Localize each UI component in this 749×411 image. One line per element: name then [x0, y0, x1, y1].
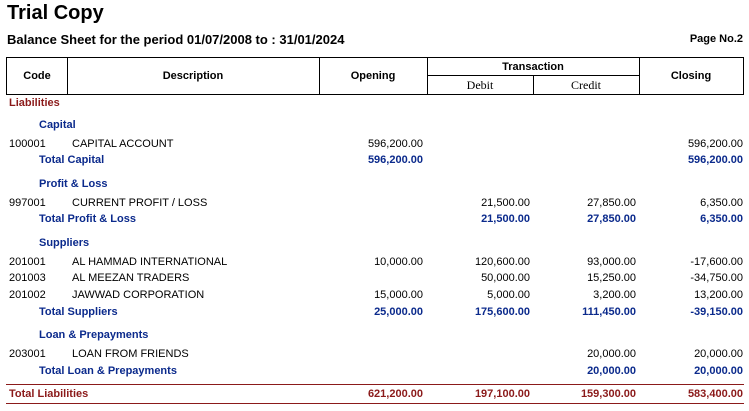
row-desc: LOAN FROM FRIENDS — [72, 348, 189, 360]
table-row — [0, 287, 749, 303]
section-label: Liabilities — [9, 97, 60, 109]
total-label: Total Suppliers — [39, 306, 118, 318]
table-row — [0, 195, 749, 211]
row-credit: 15,250.00 — [587, 272, 636, 284]
table-row — [0, 270, 749, 286]
page-number: Page No.2 — [689, 33, 743, 45]
row-credit: 20,000.00 — [587, 348, 636, 360]
total-opening: 25,000.00 — [374, 306, 423, 318]
row-closing: -17,600.00 — [690, 256, 743, 268]
row-desc: JAWWAD CORPORATION — [72, 289, 205, 301]
row-desc: AL HAMMAD INTERNATIONAL — [72, 256, 228, 268]
row-credit: 93,000.00 — [587, 256, 636, 268]
group-name: Suppliers — [39, 237, 90, 249]
group-name: Loan & Prepayments — [39, 329, 149, 341]
row-code: 100001 — [9, 138, 46, 150]
grand-total-closing: 583,400.00 — [687, 388, 743, 400]
grand-total-row — [0, 386, 749, 402]
group-heading — [0, 117, 749, 133]
row-code: 203001 — [9, 348, 46, 360]
total-credit: 111,450.00 — [582, 306, 636, 318]
total-opening: 596,200.00 — [367, 154, 423, 166]
total-debit: 175,600.00 — [474, 306, 530, 318]
header-transaction: Transaction — [502, 61, 564, 73]
total-label: Total Profit & Loss — [39, 213, 136, 225]
group-total-row — [0, 211, 749, 227]
row-debit: 21,500.00 — [481, 197, 530, 209]
report-title: Trial Copy — [7, 2, 104, 24]
row-debit: 5,000.00 — [487, 289, 530, 301]
grand-total-label: Total Liabilities — [9, 388, 89, 400]
row-debit: 50,000.00 — [481, 272, 530, 284]
column-header — [6, 57, 744, 95]
table-row — [0, 136, 749, 152]
total-closing: 596,200.00 — [687, 154, 743, 166]
row-desc: AL MEEZAN TRADERS — [72, 272, 190, 284]
grand-total-opening: 621,200.00 — [367, 388, 423, 400]
header-opening: Opening — [350, 70, 396, 82]
group-heading — [0, 235, 749, 251]
row-credit: 3,200.00 — [593, 289, 636, 301]
total-label: Total Capital — [39, 154, 105, 166]
row-code: 997001 — [9, 197, 46, 209]
total-closing: 20,000.00 — [694, 365, 743, 377]
row-desc: CAPITAL ACCOUNT — [72, 138, 174, 150]
total-closing: -39,150.00 — [690, 306, 743, 318]
table-row — [0, 254, 749, 270]
row-desc: CURRENT PROFIT / LOSS — [72, 197, 208, 209]
total-credit: 27,850.00 — [587, 213, 636, 225]
row-opening: 15,000.00 — [374, 289, 423, 301]
total-debit: 21,500.00 — [481, 213, 530, 225]
row-closing: 20,000.00 — [694, 348, 743, 360]
group-total-row — [0, 152, 749, 168]
row-code: 201001 — [9, 256, 46, 268]
group-heading — [0, 176, 749, 192]
group-name: Capital — [39, 119, 76, 131]
group-total-row — [0, 304, 749, 320]
grand-total-credit: 159,300.00 — [580, 388, 636, 400]
group-heading — [0, 327, 749, 343]
grand-total-top-rule — [6, 384, 744, 385]
row-closing: 596,200.00 — [687, 138, 743, 150]
group-name: Profit & Loss — [39, 178, 108, 190]
total-label: Total Loan & Prepayments — [39, 365, 177, 377]
group-total-row — [0, 363, 749, 379]
row-closing: 13,200.00 — [694, 289, 743, 301]
grand-total-debit: 197,100.00 — [474, 388, 530, 400]
row-code: 201002 — [9, 289, 46, 301]
row-closing: -34,750.00 — [690, 272, 743, 284]
header-closing: Closing — [670, 70, 712, 82]
header-description: Description — [162, 70, 224, 82]
row-opening: 596,200.00 — [367, 138, 423, 150]
header-code: Code — [23, 70, 51, 82]
grand-total-bottom-rule — [6, 403, 744, 404]
header-credit: Credit — [571, 78, 601, 92]
row-credit: 27,850.00 — [587, 197, 636, 209]
row-opening: 10,000.00 — [374, 256, 423, 268]
report-period: Balance Sheet for the period 01/07/2008 to : 31/01/2024 — [7, 32, 345, 47]
section-liabilities — [0, 95, 749, 111]
total-credit: 20,000.00 — [587, 365, 636, 377]
total-closing: 6,350.00 — [700, 213, 743, 225]
row-closing: 6,350.00 — [700, 197, 743, 209]
row-debit: 120,600.00 — [474, 256, 530, 268]
header-debit: Debit — [466, 78, 494, 92]
table-row — [0, 346, 749, 362]
row-code: 201003 — [9, 272, 46, 284]
